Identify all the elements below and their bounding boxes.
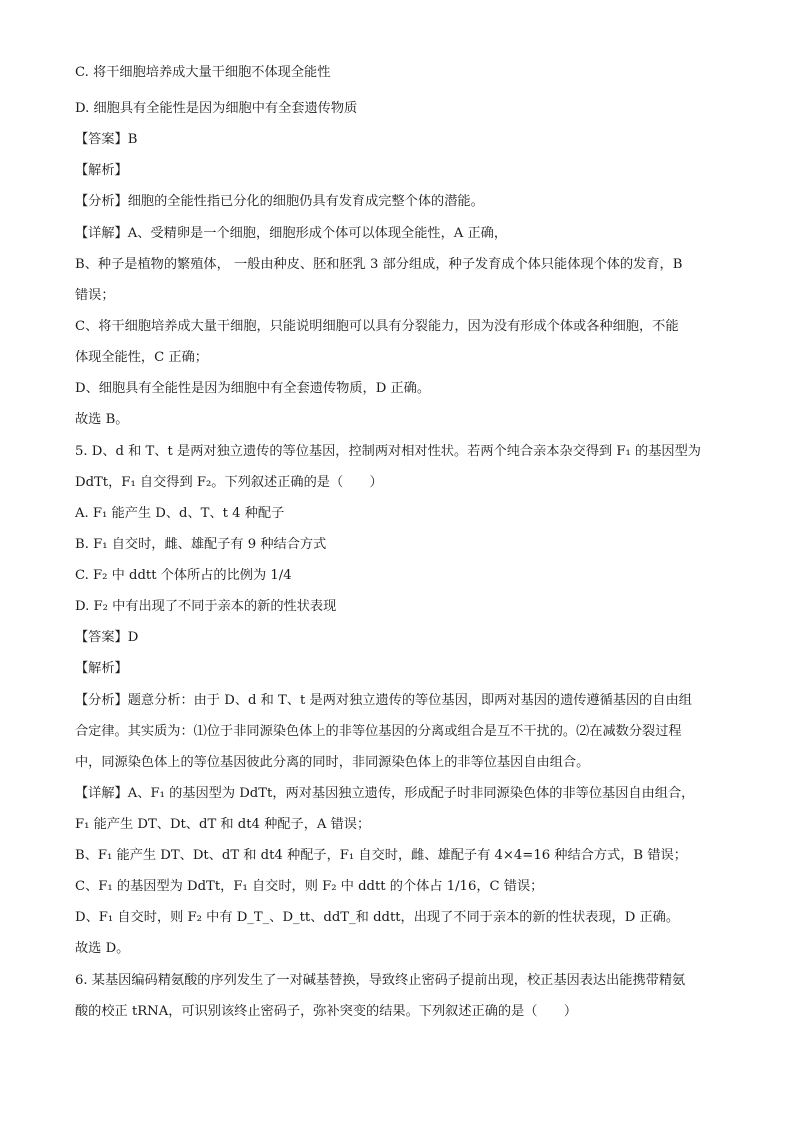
text-line: B、种子是植物的繁殖体， 一般由种皮、胚和胚乳 3 部分组成，种子发育成个体只能体现个体的发育，B bbox=[75, 257, 683, 272]
text-line: 【详解】A、受精卵是一个细胞，细胞形成个体可以体现全能性，A 正确， bbox=[75, 226, 508, 241]
text-line: 【详解】A、F₁ 的基因型为 DdTt，两对基因独立遗传，形成配子时非同源染色体的非等位基因自由组合， bbox=[75, 786, 695, 801]
text-line: B、F₁ 能产生 DT、Dt、dT 和 dt4 种配子，F₁ 自交时，雌、雄配子有 4×4=16 种结合方式，B 错误； bbox=[75, 848, 687, 863]
text-line: 中，同源染色体上的等位基因彼此分离的同时，非同源染色体上的非等位基因自由组合。 bbox=[75, 755, 590, 770]
question-5-stem: 5. D、d 和 T、t 是两对独立遗传的等位基因，控制两对相对性状。若两个纯合亲本杂交得到 F₁ 的基因型为 bbox=[75, 444, 701, 459]
answer-label: 【答案】D bbox=[75, 630, 139, 645]
question-5-stem: DdTt，F₁ 自交得到 F₂。下列叙述正确的是（ ） bbox=[75, 475, 383, 490]
text-line: C、F₁ 的基因型为 DdTt，F₁ 自交时，则 F₂ 中 ddtt 的个体占 1/16，C 错误； bbox=[75, 879, 544, 894]
option-a: A. F₁ 能产生 D、d、T、t 4 种配子 bbox=[75, 506, 285, 521]
option-b: B. F₁ 自交时，雌、雄配子有 9 种结合方式 bbox=[75, 537, 327, 552]
text-line: D、F₁ 自交时，则 F₂ 中有 D_T_、D_tt、ddT_和 ddtt，出现了不同于亲本的新的性状表现，D 正确。 bbox=[75, 910, 680, 925]
text-line: 故选 B。 bbox=[75, 412, 129, 427]
text-line: 合定律。其实质为：⑴位于非同源染色体上的非等位基因的分离或组合是互不干扰的。⑵在减数分裂过程 bbox=[75, 724, 682, 739]
text-line: 【分析】细胞的全能性指已分化的细胞仍具有发育成完整个体的潜能。 bbox=[75, 194, 484, 209]
text-line: F₁ 能产生 DT、Dt、dT 和 dt4 种配子，A 错误； bbox=[75, 817, 371, 832]
answer-label: 【答案】B bbox=[75, 132, 138, 147]
text-line: D、细胞具有全能性是因为细胞中有全套遗传物质，D 正确。 bbox=[75, 381, 431, 396]
text-line: 故选 D。 bbox=[75, 941, 130, 956]
option-c: C. F₂ 中 ddtt 个体所占的比例为 1/4 bbox=[75, 568, 292, 583]
text-line: C、将干细胞培养成大量干细胞，只能说明细胞可以具有分裂能力，因为没有形成个体或各种细胞，不能 bbox=[75, 319, 679, 334]
analysis-heading: 【解析】 bbox=[75, 163, 128, 178]
text-line: C. 将干细胞培养成大量干细胞不体现全能性 bbox=[75, 65, 331, 80]
text-line: 错误； bbox=[75, 288, 115, 303]
question-6-stem: 酸的校正 tRNA，可识别该终止密码子，弥补突变的结果。下列叙述正确的是（ ） bbox=[75, 1004, 578, 1019]
text-line: 【分析】题意分析：由于 D、d 和 T、t 是两对独立遗传的等位基因，即两对基因的遗传遵循基因的自由组 bbox=[75, 693, 692, 708]
question-6-stem: 6. 某基因编码精氨酸的序列发生了一对碱基替换，导致终止密码子提前出现，校正基因表达出能携带精氨 bbox=[75, 973, 686, 988]
option-d: D. F₂ 中有出现了不同于亲本的新的性状表现 bbox=[75, 599, 337, 614]
analysis-heading: 【解析】 bbox=[75, 661, 128, 676]
text-line: 体现全能性，C 正确； bbox=[75, 350, 208, 365]
text-line: D. 细胞具有全能性是因为细胞中有全套遗传物质 bbox=[75, 101, 358, 116]
